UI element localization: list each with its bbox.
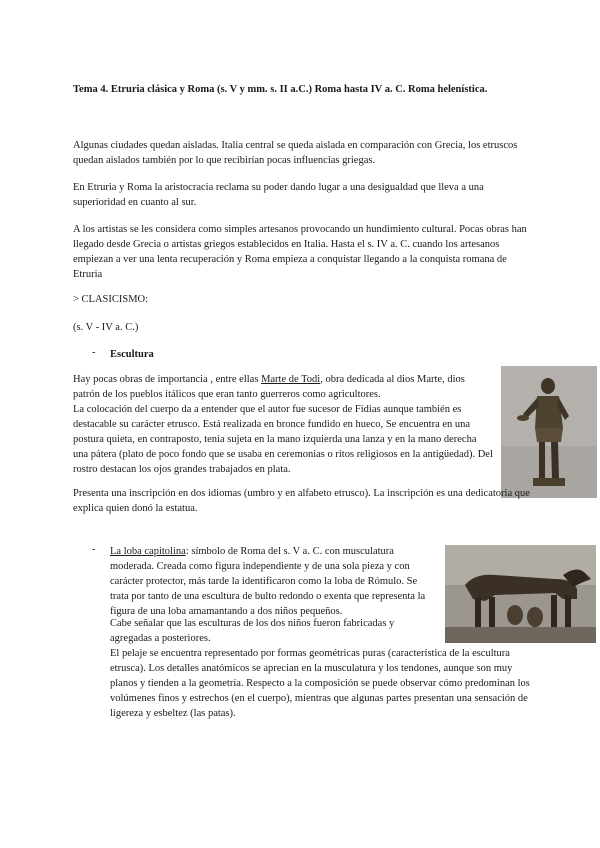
paragraph-3: A los artistas se les considera como simples artesanos provocando un hundimiento cultural. Pocas obras han llegado desde Grecia o artistas griegos establecidos en Italia. Hasta el s. IV a. C. cuando los artesanos empiezan a ver una lenta recuperación y Roma empieza a conquistar llegando a la conquista romana de Etruria (73, 224, 527, 280)
marte-p2-text: La colocación del cuerpo da a entender que el autor fue sucesor de Fidias aunque también es destacable su carácter etrusco. Está realizada en bronce fundido en hueco, (73, 404, 462, 430)
inscripcion-paragraph: Presenta una inscripción en dos idiomas (umbro y en alfabeto etrusco). La inscripción es una dedicatoria que explica quien donó la estatua. (73, 488, 530, 514)
bullet-dash: - (92, 347, 96, 358)
marte-paragraph (73, 372, 493, 402)
escultura-heading: Escultura (110, 349, 154, 360)
paragraph-2: En Etruria y Roma la aristocracia reclama su poder dando lugar a una desigualdad que lleva a una superioridad en cuanto al sur. (73, 182, 484, 208)
marte-de-todi-link[interactable]: Marte de Todi (261, 374, 321, 385)
loba-rest: : símbolo de Roma del s. V a. C. con musculatura moderada. Creada como figura independiente y de una sola pieza y con carácter protector, más tarde la identificaron como la loba de Rómulo. Se trata por tanto de una escultura de bulto redondo o exenta que representa la figura de una loba amamantando a dos niños pequeños. (110, 546, 426, 617)
marte-intro: Hay pocas obras de importancia , entre ellas (73, 374, 262, 385)
statue-icon (501, 366, 597, 498)
clasicismo-heading: > CLASICISMO: (73, 294, 149, 305)
page-title: Tema 4. Etruria clásica y Roma (s. V y mm. s. II a.C.) Roma hasta IV a. C. Roma helenística. (73, 84, 488, 95)
loba-capitolina-link[interactable]: La loba capitolina (110, 546, 186, 557)
paragraph-1: Algunas ciudades quedan aisladas. Italia central se queda aislada en comparación con Grecia, los etruscos quedan aislados también por lo que recibirían pocas influencias griegas. (73, 140, 518, 166)
marte-rest: , obra dedicada al dios Marte, dios patrón de los pueblos itálicos que eran tanto guerreros como agricultores. (73, 374, 465, 400)
marte-de-todi-image (501, 366, 597, 498)
loba-capitolina-image (445, 545, 596, 643)
period-label: (s. V - IV a. C.) (73, 322, 139, 333)
marte-p2-tail: Se encuentra en una postura quieta, en contraposto, tenía sujeta en la mano izquierda una lanza y en la mano derecha una pátera (plato de poco fondo que se usaba en ceremonias o ritos religiosos en la antigüedad). Del rostro destacan los ojos grandes trabajados en plata. (73, 419, 493, 475)
bullet-dash-2: - (92, 544, 96, 555)
loba-paragraph-2: Cabe señalar que las esculturas de los dos niños fueron fabricadas y agregadas a posteriores. (110, 618, 395, 644)
marte-paragraph-2 (73, 402, 493, 477)
loba-paragraph-3: El pelaje se encuentra representado por formas geométricas puras (característica de la escultura etrusca). Los detalles anatómicos se aprecian en la musculatura y los tendones, aunque son muy planos y tienden a la geometría. Respecto a la composición se puede observar cómo predominan los volúmenes finos y estrechos (en el cuerpo), mientras que algunas partes presentan una sensación de ligereza y esbeltez (las patas). (110, 648, 530, 719)
wolf-statue-icon (445, 545, 596, 643)
loba-paragraph (110, 544, 435, 619)
